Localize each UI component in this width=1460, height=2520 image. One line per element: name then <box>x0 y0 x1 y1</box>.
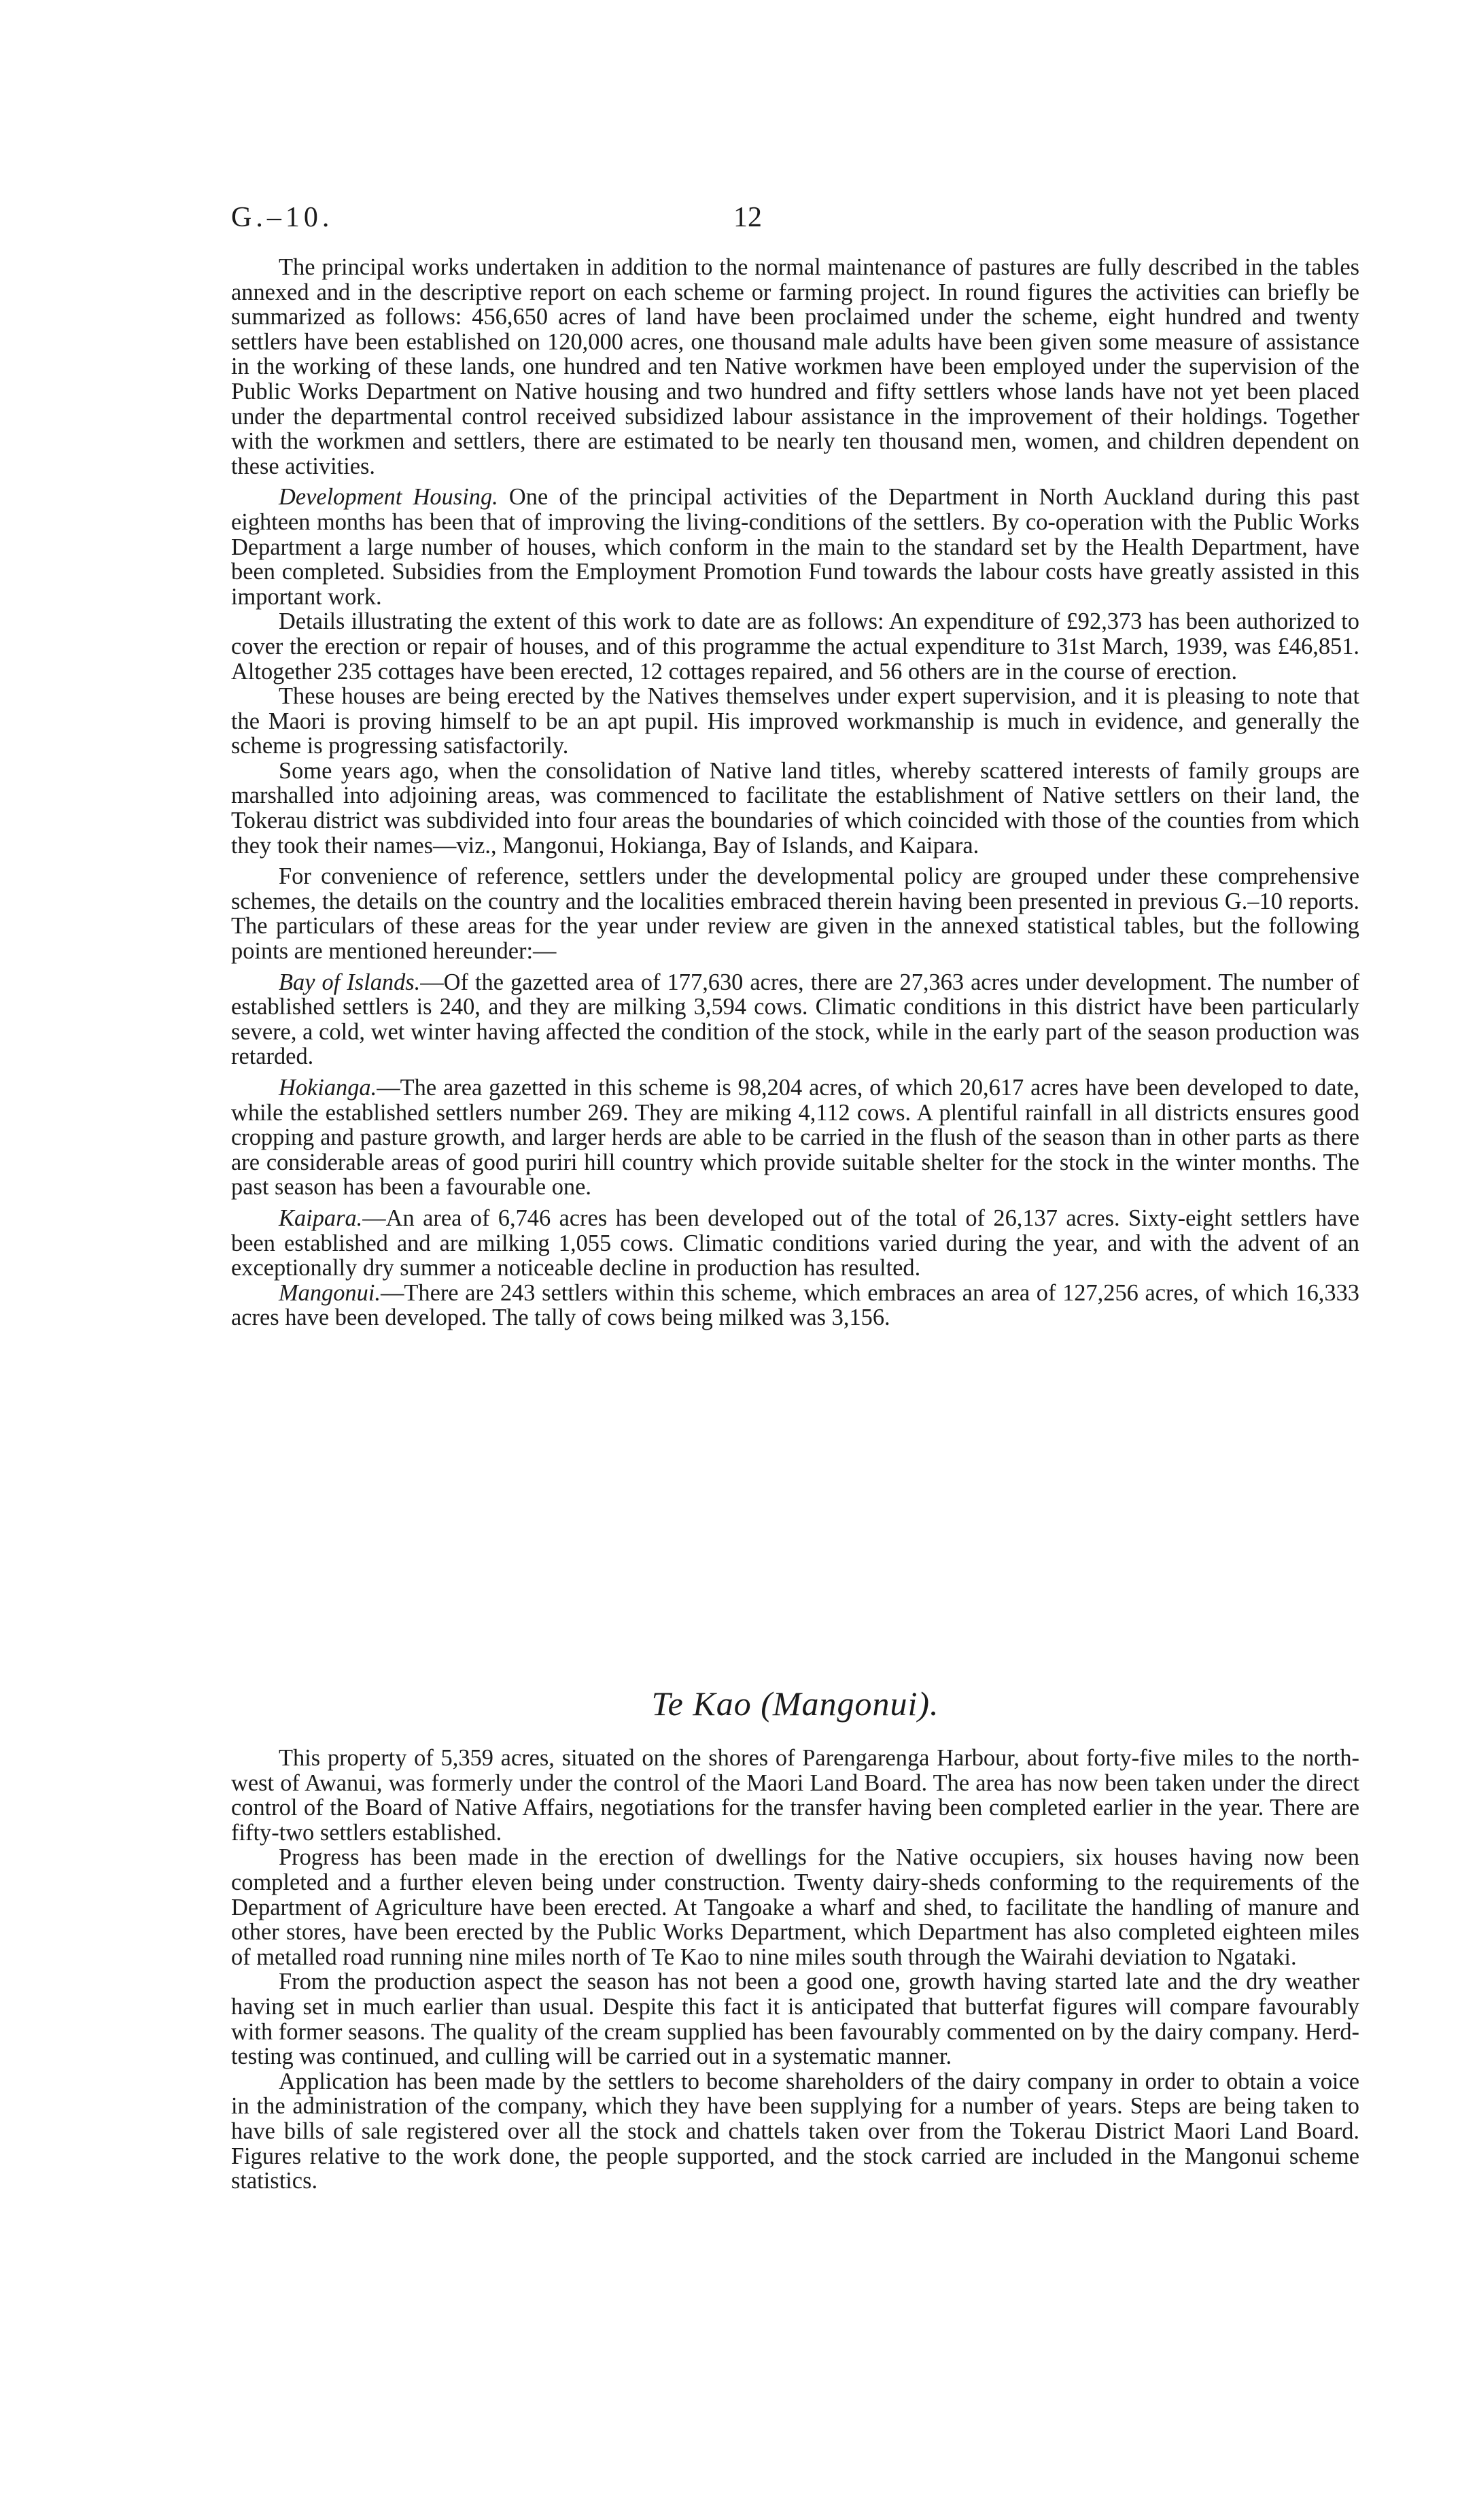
section-paragraph: This property of 5,359 acres, situated on the shores of Parengarenga Harbour, about forty-five miles to the north-west of Awanui, was formerly under the control of the Maori Land Board. The area has now been taken under the direct control of the Board of Native Affairs, negotiations for the transfer having been completed earlier in the year. There are fifty-two settlers established. <box>231 1745 1359 1846</box>
section-paragraph: Application has been made by the settlers to become shareholders of the dairy company in order to obtain a voice in the administration of the company, which they have been supplying for a number of years. Steps are being taken to have bills of sale registered over all the stock and chattels taken over from the Tokerau District Maori Land Board. Figures relative to the work done, the people supported, and the stock carried are included in the Mangonui scheme statistics. <box>231 2068 1359 2194</box>
paragraph-consolidation <box>231 759 1359 858</box>
paragraph-text: One of the principal activities of the Department in North Auckland during this past eighteen months has been that of improving the living-conditions of the settlers. By co-operation with the Public Works Department a large number of houses, which conform in the main to the standard set by the Health Department, have been completed. Subsidies from the Employment Promotion Fund towards the labour costs have greatly assisted in this important work. <box>231 484 1359 610</box>
page-number: 12 <box>733 202 762 233</box>
paragraph-text: —There are 243 settlers within this scheme, which embraces an area of 127,256 acres, of which 16,333 acres have been developed. The tally of cows being milked was 3,156. <box>231 1279 1359 1331</box>
paragraph-development-housing <box>231 485 1359 609</box>
paragraph-kaipara <box>231 1206 1359 1281</box>
paragraph-text: —An area of 6,746 acres has been developed out of the total of 26,137 acres. Sixty-eight settlers have been established and are milking 1,055 cows. Climatic conditions varied during the year, and with the advent of an exceptionally dry summer a noticeable decline in production has resulted. <box>231 1205 1359 1281</box>
paragraph-text: Details illustrating the extent of this work to date are as follows: An expenditure of £92,373 has been authorized to cover the erection or repair of houses, and of this programme the actual expenditure to 31st March, 1939, was £46,851. Altogether 235 cottages have been erected, 12 cottages repaired, and 56 others are in the course of erection. <box>231 608 1359 685</box>
paragraph-text: These houses are being erected by the Natives themselves under expert supervision, and it is pleasing to note that the Maori is proving himself to be an apt pupil. His improved workmanship is much in evidence, and generally the scheme is progressing satisfactorily. <box>231 683 1359 759</box>
paragraph-text: For convenience of reference, settlers under the developmental policy are grouped under these comprehensive schemes, the details on the country and the localities embraced therein having been presented in previous G.–10 reports. The particulars of these areas for the year under review are given in the annexed statistical tables, but the following points are mentioned hereunder:— <box>231 863 1359 965</box>
paragraph-mangonui <box>231 1281 1359 1330</box>
section-heading: Te Kao (Mangonui). <box>651 1685 939 1723</box>
document-reference: G.–10. <box>231 202 334 233</box>
paragraph-houses-erected <box>231 684 1359 759</box>
paragraph-text: —Of the gazetted area of 177,630 acres, there are 27,363 acres under development. The number of established settlers is 240, and they are milking 3,594 cows. Climatic conditions in this district have been particularly severe, a cold, wet winter having affected the condition of the stock, while in the early part of the season production was retarded. <box>231 969 1360 1070</box>
paragraph-text: Some years ago, when the consolidation of Native land titles, whereby scattered interests of family groups are marshalled into adjoining areas, was commenced to facilitate the establishment of Native settlers on their land, the Tokerau district was subdivided into four areas the boundaries of which coincided with those of the counties from which they took their names—viz., Mangonui, Hokianga, Bay of Islands, and Kaipara. <box>231 757 1359 859</box>
section-body <box>231 1746 1359 2194</box>
paragraph-summary <box>231 255 1359 479</box>
paragraph-lead: Mangonui. <box>279 1279 381 1306</box>
paragraph-housing-details <box>231 609 1359 684</box>
paragraph-lead: Kaipara. <box>279 1205 363 1231</box>
paragraph-lead: Hokianga. <box>279 1075 377 1101</box>
paragraph-text: The principal works undertaken in addition to the normal maintenance of pastures are fully described in the tables annexed and in the descriptive report on each scheme or farming project. In round figures the activities can briefly be summarized as follows: 456,650 acres of land have been proclaimed under the scheme, eight hundred and twenty settlers have been established on 120,000 acres, one thousand male adults have been given some measure of assistance in the working of these lands, one hundred and ten Native workmen have been employed under the supervision of the Public Works Department on Native housing and two hundred and fifty settlers whose lands have not yet been placed under the departmental control received subsidized labour assistance in the improvement of their holdings. Together with the workmen and settlers, there are estimated to be nearly ten thousand men, women, and children dependent on these activities. <box>231 254 1359 479</box>
paragraph-lead: Bay of Islands. <box>279 969 421 995</box>
paragraph-lead: Development Housing. <box>279 484 498 511</box>
paragraph-bay-of-islands <box>231 970 1359 1069</box>
main-body <box>231 255 1359 1330</box>
paragraph-hokianga <box>231 1075 1359 1200</box>
page-header <box>231 201 1359 242</box>
section-paragraph: Progress has been made in the erection of dwellings for the Native occupiers, six houses having now been completed and a further eleven being under construction. Twenty dairy-sheds conforming to the requirements of the Department of Agriculture have been erected. At Tangoake a wharf and shed, to facilitate the handling of manure and other stores, have been erected by the Public Works Department, which Department has also completed eighteen miles of metalled road running nine miles north of Te Kao to nine miles south through the Wairahi deviation to Ngataki. <box>231 1844 1359 1970</box>
paragraph-reference <box>231 864 1359 963</box>
section-paragraph: From the production aspect the season has not been a good one, growth having started late and the dry weather having set in much earlier than usual. Despite this fact it is anticipated that butterfat figures will compare favourably with former seasons. The quality of the cream supplied has been favourably commented on by the dairy company. Herd-testing was continued, and culling will be carried out in a systematic manner. <box>231 1969 1359 2070</box>
paragraph-text: —The area gazetted in this scheme is 98,204 acres, of which 20,617 acres have been developed to date, while the established settlers number 269. They are miking 4,112 cows. A plentiful rainfall in all districts ensures good cropping and pasture growth, and larger herds are able to be carried in the flush of the season than in other parts as there are considerable areas of good puriri hill country which provide suitable shelter for the stock in the winter months. The past season has been a favourable one. <box>231 1075 1359 1201</box>
